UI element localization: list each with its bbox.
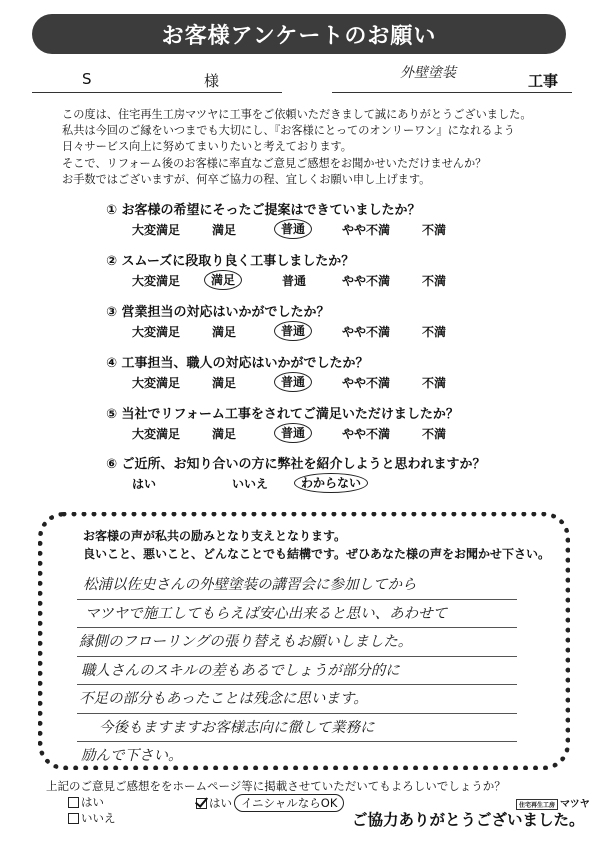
question-text: ② スムーズに段取り良く工事しましたか？: [106, 254, 355, 269]
intro-line: そこで、リフォーム後のお客様に率直なご意見ご感想をお聞かせいただけませんか？: [62, 156, 487, 170]
checkbox-no[interactable]: [68, 813, 79, 824]
intro-line: お手数ではございますが、何卒ご協力の程、宜しくお願い申し上げます。: [62, 172, 431, 186]
survey-title: お客様アンケートのお願い: [161, 23, 437, 49]
answer-option[interactable]: 大変満足: [132, 274, 181, 288]
intro-line: 私共は今回のご縁をいつまでも大切にし、『お客様にとってのオンリーワン』になれるよう: [62, 124, 515, 138]
consent-option-yes[interactable]: [68, 794, 104, 810]
answer-option[interactable]: 満足: [212, 223, 237, 237]
question-text: ④ 工事担当、職人の対応はいかがでしたか？: [106, 356, 369, 371]
consent-initials-label: はい: [209, 796, 232, 810]
answer-option[interactable]: 満足: [212, 325, 237, 339]
answer-option[interactable]: 不満: [422, 325, 447, 339]
comment-line: 今後もますますお客様志向に徹して業務に: [77, 716, 517, 743]
comment-line: 松浦以佐史さんの外壁塗装の講習会に参加してから: [77, 573, 517, 600]
checkbox-yes[interactable]: [68, 797, 79, 808]
consent-option-initials[interactable]: [196, 794, 344, 812]
question-text: ⑤ 当社でリフォーム工事をされてご満足いただけましたか？: [106, 407, 459, 422]
answer-option[interactable]: やや不満: [342, 325, 391, 339]
question-options: [106, 475, 566, 493]
customer-name: S: [82, 70, 92, 88]
name-underline: [32, 92, 282, 93]
consent-no-label: いいえ: [81, 811, 116, 825]
answer-option[interactable]: 不満: [422, 376, 447, 390]
comment-header-line: お客様の声が私共の励みとなり支えとなります。: [83, 529, 347, 543]
thank-you-message: ご協力ありがとうございました。: [352, 811, 585, 829]
answer-option-selected[interactable]: 普通: [274, 321, 312, 341]
intro-line: この度は、住宅再生工房マツヤに工事をご依頼いただきまして誠にありがとうございました。: [62, 108, 532, 121]
answer-option[interactable]: 普通: [282, 274, 307, 288]
intro-text: [62, 107, 582, 188]
answer-option[interactable]: やや不満: [342, 427, 391, 441]
publish-consent-question: 上記のご意見ご感想ををホームページ等に掲載させていただいてもよろしいでしょうか？: [46, 779, 506, 793]
answer-option[interactable]: はい: [132, 477, 157, 491]
question-text: ③ 営業担当の対応はいかがでしたか？: [106, 305, 330, 320]
answer-option[interactable]: 満足: [212, 376, 237, 390]
comment-line: 縁側のフローリングの張り替えもお願いしました。: [77, 630, 517, 657]
question-text: ⑥ ご近所、お知り合いの方に弊社を紹介しようと思われますか？: [106, 457, 486, 472]
answer-option-selected[interactable]: 普通: [274, 423, 312, 443]
answer-option[interactable]: 大変満足: [132, 223, 181, 237]
answer-option[interactable]: 不満: [422, 223, 447, 237]
comment-header-line: 良いこと、悪いこと、どんなことでも結構です。ぜひあなた様の声をお聞かせ下さい。: [83, 547, 551, 561]
question-options: [106, 374, 566, 392]
answer-option[interactable]: やや不満: [342, 376, 391, 390]
answer-option[interactable]: 不満: [422, 274, 447, 288]
question-options: [106, 425, 566, 443]
survey-question: [106, 355, 566, 392]
handwritten-comment: [77, 573, 517, 772]
survey-question: [106, 304, 566, 341]
answer-option[interactable]: 大変満足: [132, 376, 181, 390]
initials-ok-note: イニシャルならOK: [234, 794, 344, 812]
question-text: ① お客様の希望にそったご提案はできていましたか？: [106, 203, 421, 218]
answer-option[interactable]: 満足: [212, 427, 237, 441]
question-options: [106, 221, 566, 239]
question-options: [106, 272, 566, 290]
answer-option-selected[interactable]: 満足: [204, 270, 242, 290]
answer-option[interactable]: やや不満: [342, 274, 391, 288]
comment-line: 不足の部分もあったことは残念に思います。: [77, 687, 517, 714]
answer-option-selected[interactable]: わからない: [294, 473, 368, 493]
answer-option[interactable]: やや不満: [342, 223, 391, 237]
comment-header: [83, 527, 550, 563]
answer-option[interactable]: 不満: [422, 427, 447, 441]
consent-option-no[interactable]: [68, 810, 116, 826]
checkbox-initials-checked[interactable]: [196, 798, 207, 809]
honorific-label: 様: [204, 72, 220, 90]
survey-title-banner: [32, 14, 566, 54]
survey-question: [106, 406, 566, 443]
answer-option[interactable]: 大変満足: [132, 325, 181, 339]
customer-row: [32, 65, 572, 94]
answer-option[interactable]: いいえ: [232, 477, 269, 491]
comment-line: 励んで下さい。: [81, 748, 183, 764]
question-options: [106, 323, 566, 341]
comment-box: [38, 512, 570, 770]
comment-line: マツヤで施工してもらえば安心出来ると思い、あわせて: [77, 602, 517, 629]
consent-yes-label: はい: [81, 795, 104, 809]
answer-option-selected[interactable]: 普通: [274, 219, 312, 239]
answer-option[interactable]: 大変満足: [132, 427, 181, 441]
survey-question: [106, 202, 566, 239]
brand-name: マツヤ: [560, 799, 590, 810]
comment-line: 職人さんのスキルの差もあるでしょうが部分的に: [77, 659, 517, 686]
survey-question: [106, 456, 566, 493]
work-suffix-label: 工事: [528, 72, 559, 90]
work-underline: [332, 92, 572, 93]
survey-question: [106, 253, 566, 290]
brand-badge: 住宅再生工房: [516, 799, 558, 810]
work-type: 外壁塗装: [400, 65, 456, 81]
intro-line: 日々サービス向上に努めてまいりたいと考えております。: [62, 140, 352, 154]
answer-option-selected[interactable]: 普通: [274, 372, 312, 392]
